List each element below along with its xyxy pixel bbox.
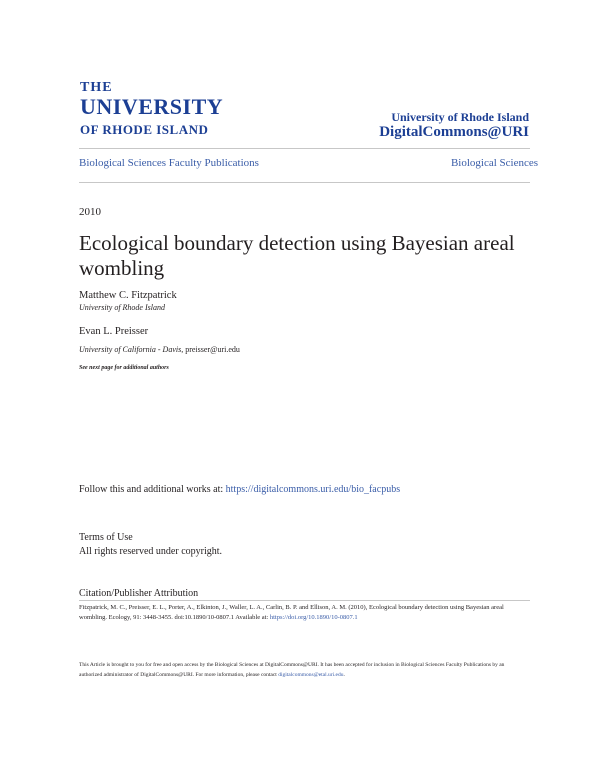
article-title: Ecological boundary detection using Bayesian areal wombling (79, 231, 515, 280)
logo-rhode-island: OF RHODE ISLAND (80, 122, 209, 137)
collection-link[interactable]: Biological Sciences Faculty Publications (79, 157, 259, 169)
publication-year: 2010 (79, 206, 101, 218)
author-name: Evan L. Preisser (79, 326, 149, 337)
citation-text: Fitzpatrick, M. C., Preisser, E. L., Porter, A., Elkinton, J., Waller, L. A., Carlin, B. P. and Ellison, A. M. (2010), Ecological boundary detection using Bayesian areal wombling. Ecology, 91: 3448-3455. doi:10.1890/10-0807.1 Available at: (79, 604, 504, 621)
divider-citation (79, 600, 530, 601)
divider-top (79, 148, 530, 149)
divider-nav (79, 182, 530, 183)
terms-heading: Terms of Use (79, 532, 133, 543)
digitalcommons-logo[interactable]: DigitalCommons@URI (379, 124, 529, 140)
author-name: Matthew C. Fitzpatrick (79, 290, 177, 301)
logo-university: UNIVERSITY (80, 94, 224, 119)
follow-text: Follow this and additional works at: (79, 484, 226, 495)
author-affiliation: University of Rhode Island (79, 303, 165, 312)
citation-doi-link[interactable]: https://doi.org/10.1890/10-0807.1 (269, 614, 358, 621)
author-2: Evan L. Preisser University of California - Davis, preisser@uri.edu (79, 326, 240, 354)
contact-email-link[interactable]: digitalcommons@etal.uri.edu (278, 672, 344, 678)
logo-the: THE (80, 80, 113, 95)
citation-body (79, 603, 519, 623)
department-link[interactable]: Biological Sciences (450, 157, 538, 169)
terms-text: All rights reserved under copyright. (79, 546, 223, 557)
follow-line (79, 484, 400, 495)
author-affiliation: University of California - Davis (79, 345, 182, 354)
author-1 (79, 290, 177, 312)
access-notice (79, 660, 519, 680)
see-next-page-note: See next page for additional authors (79, 365, 169, 371)
notice-text: This Article is brought to you for free and open access by the Biological Sciences at DigitalCommons@URI. It has been accepted for inclusion in Biological Sciences Faculty Publications by an authorized administrator of DigitalCommons@URI. For more information, please contact (79, 662, 505, 678)
author-email[interactable]: preisser@uri.edu (185, 345, 240, 354)
citation-heading: Citation/Publisher Attribution (79, 588, 199, 599)
follow-link[interactable]: https://digitalcommons.uri.edu/bio_facpubs (225, 484, 401, 495)
notice-end: . (343, 672, 345, 678)
digitalcommons-institution: University of Rhode Island (391, 110, 529, 124)
